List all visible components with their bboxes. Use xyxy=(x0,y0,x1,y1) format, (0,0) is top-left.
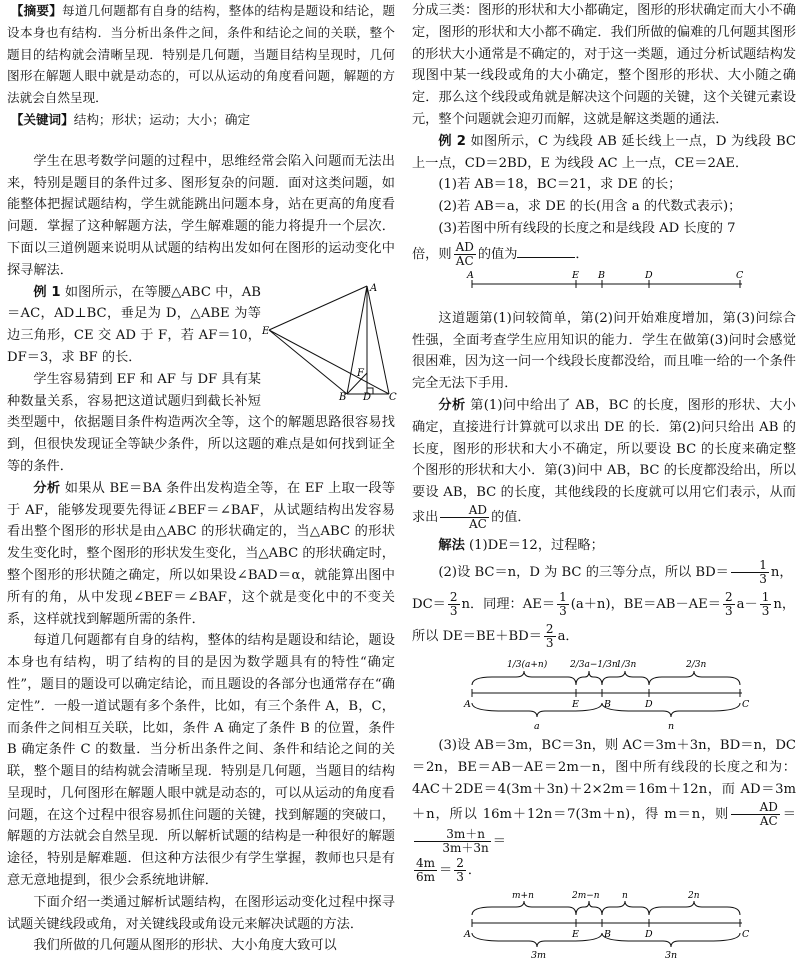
fraction-ad-ac: $\frac{AD}{AC}$ xyxy=(455,239,474,268)
seg1-label-C: C xyxy=(736,269,744,281)
keywords xyxy=(7,109,395,131)
fig2-top-3: 1/3n xyxy=(616,659,637,670)
triangle-figure xyxy=(262,282,397,403)
segment-figure-2 xyxy=(412,655,796,733)
svg-text:D: D xyxy=(645,698,653,710)
method-paragraph: 下面介绍一类通过解析试题结构，在图形运动变化过程中探寻试题关键线段或角，对关键线段或角设元来解决试题的方法． xyxy=(7,894,395,932)
svg-text:C: C xyxy=(742,698,750,710)
example-1-body: 如图所示，在等腰△ABC 中，AB＝AC，AD⊥BC，垂足为 D，△ABE 为等边三角形，CE 交 AD 于 F，若 AF＝10，DF＝3，求 BF 的长． xyxy=(7,284,261,365)
question-2: (2)若 AB＝a，求 DE 的长(用含 a 的代数式表示)； xyxy=(438,199,742,215)
fig2-top-2: 2/3a−1/3n xyxy=(570,659,618,670)
analysis-1-text: 如果从 BE＝BA 条件出发构造全等，在 EF 上取一段等于 AF，能够发现要先得证∠BEF＝∠BAF，从试题结构出发容易看出整个图形的形状是由△ABC 的形状确定的，当△ABC 的形状发生变化时，整个图形的形状发生变化，当△ABC 的形状确定时，整个图形的形状随之确定，所以如果设∠BAD＝α，就能算出图中所有的角，从中发现∠BEF＝∠BAF，这个就是变化中的不变关系，这样就找到解题所需的条件． xyxy=(7,480,396,627)
example-1-discussion: 学生容易猜到 EF 和 AF 与 DF 具有某种数量关系，容易把这道试题归到截长补短类型题中，依据题目条件构造两次全等，这个的解题思路很容易找到，但很快发现证全等缺少条件，所以这题的难点是如何找到证全等的条件． xyxy=(7,371,395,474)
example-1 xyxy=(7,282,395,478)
fig3-top-1: m+n xyxy=(512,890,534,901)
analysis-1-label: 分析 xyxy=(33,480,61,496)
solution-label: 解法 xyxy=(438,537,465,553)
point-label-A: A xyxy=(370,282,378,294)
fig3-top-4: 2n xyxy=(688,890,700,901)
example-2-text: 如图所示，C 为线段 AB 延长线上一点，D 为线段 BC 上一点，CD＝2BD，E 为线段 AC 上一点，CE＝2AE． xyxy=(412,133,796,171)
fig2-bottom-a: a xyxy=(534,720,540,732)
point-label-E: E xyxy=(262,325,270,337)
segment-figure-3 xyxy=(412,889,796,961)
svg-text:A: A xyxy=(464,928,471,940)
analysis-1 xyxy=(7,478,395,631)
seg1-label-A: A xyxy=(467,269,474,281)
question-3-continued: 倍，则 $\frac{AD}{AC}$ 的值为 ． xyxy=(412,239,589,268)
svg-text:A: A xyxy=(464,698,471,710)
solution-1: 解法 (1)DE＝12，过程略； xyxy=(438,537,604,553)
seg1-label-B: B xyxy=(598,269,605,281)
point-label-B: B xyxy=(339,391,347,403)
structure-paragraph: 每道几何题都有自身的结构，整体的结构是题设和结论，题设本身也有结构，明了结构的目的是因为数学题具有的特性“确定性”，题目的题设可以确定结论，而且题设的各部分也通常存在“确定性”．一般一道试题有多个条件，比如，有三个条件 A，B，C，而条件之间相互关联，比如，条件 A 确定了条件 B 的位置，条件 B 确定条件 C 的数量．当分析出条件之间、条件和结论之间的关联，整个题目的结构就会清晰呈现．特别是几何题，当题目的结构呈现时，几何图形在解题人眼中就是动态的，可以从运动的角度看问题，在这个过程中很容易抓住问题的关键，找到解题的突破口，解题的方法就会自然呈现．所以解析试题的结构是一种很好的解题途径，特别是解难题．但这种方法很少有学生掌握，教师也只是有意无意地提到，很少会系统地讲解． xyxy=(7,633,395,889)
svg-text:E: E xyxy=(572,698,579,710)
example-2-label: 例 2 xyxy=(438,133,466,149)
analysis-2-text: 第(1)问中给出了 AB，BC 的长度，图形的形状、大小确定，直接进行计算就可以求出 DE 的长．第(2)问只给出 AB 的长度，图形的形状和大小不确定，所以要设 BC 的长度来确定整个图形的形状和大小．第(3)问中 AB，BC 的长度都没给出，所以要设 AB，BC 的长度，其他线段的长度就可以用它们表示，从而求出 xyxy=(412,397,796,525)
seg1-label-D: D xyxy=(645,269,653,281)
fig3-bottom-3m: 3m xyxy=(531,949,547,961)
analysis-2: 分析 第(1)问中给出了 AB，BC 的长度，图形的形状、大小确定，直接进行计算就可以求出 DE 的长．第(2)问只给出 AB 的长度，图形的形状和大小不确定，所以要设 BC 的长度来确定整个图形的形状和大小．第(3)问中 AB，BC 的长度都没给出，所以要设 AB，BC 的长度，其他线段的长度就可以用它们表示，从而求出 $\frac{AD}{AC}$ 的值． xyxy=(412,397,796,531)
question-1: (1)若 AB＝18，BC＝21，求 DE 的长； xyxy=(438,177,682,193)
abstract-text: 每道几何题都有自身的结构，整体的结构是题设和结论，题设本身也有结构．当分析出条件之间，条件和结论之间的关联，整个题目的结构就会清晰呈现．特别是几何题，当题目结构呈现时，几何图形在解题人眼中就是动态的，可以从运动的角度看问题，解题的方法就会自然呈现． xyxy=(7,3,396,106)
seg1-label-E: E xyxy=(572,269,579,281)
example-2-discussion: 这道题第(1)问较简单，第(2)问开始难度增加，第(3)问综合性强，全面考查学生应用知识的能力．学生在做第(3)问时会感觉很困难，因为这一问一个线段长度都没给，而且唯一给的一个条件完全无法下手用． xyxy=(412,310,796,392)
keywords-text: 结构；形状；运动；大小；确定 xyxy=(73,111,251,127)
svg-text:C: C xyxy=(742,928,750,940)
answer-blank xyxy=(517,243,575,258)
right-column xyxy=(412,0,796,963)
classification-paragraph: 我们所做的几何题从图形的形状、大小角度大致可以 xyxy=(33,938,337,954)
analysis-2-label: 分析 xyxy=(438,397,466,413)
solution-3: (3)设 AB＝3m，BC＝3n，则 AC＝3m＋3n，BD＝n，DC＝2n，BE＝AB－AE＝2m－n，图中所有线段的长度之和为：4AC＋2DE＝4(3m＋3n)＋2×2m＝16m＋12n，而 AD＝3m＋n，所以 16m＋12n＝7(3m＋n)，得 m＝n，则 $\frac{AD}{AC}$ ＝ $\frac{3m+n}{3m+3n}$ ＝ xyxy=(412,737,796,855)
fig3-bottom-3n: 3n xyxy=(665,949,678,961)
question-3: (3)若图中所有线段的长度之和是线段 AD 长度的 7 xyxy=(438,220,736,236)
classification-continued: 分成三类：图形的形状和大小都确定，图形的形状确定而大小不确定，图形的形状和大小都不确定．我们所做的偏难的几何题其图形的形状大小通常是不确定的，对于这一类题，通过分析试题结构发现图中某一线段或角的大小确定，整个图形的形状、大小随之确定．那么这个线段或角就是解决这个问题的关键，这个关键元素设元，整个问题就会迎刃而解，这就是解这类题的通法． xyxy=(412,3,796,127)
solution-2c: 所以 DE＝BE＋BD＝ $\frac{2}{3}$ a． xyxy=(412,621,579,650)
point-label-D: D xyxy=(363,391,372,403)
point-label-F: F xyxy=(357,367,364,379)
left-column xyxy=(7,0,395,957)
intro-paragraph: 学生在思考数学问题的过程中，思维经常会陷入问题而无法出来，特别是题目的条件过多、图形复杂的问题．面对这类问题，如能整体把握试题结构，学生就能跳出问题本身，站在更高的角度看问题．掌握了这种解题方法，学生解难题的能力将提升一个层次．下面以三道例题来说明从试题的结构出发如何在图形的运动变化中探寻解法． xyxy=(7,153,395,278)
segment-figure-1 xyxy=(412,269,796,306)
svg-text:E: E xyxy=(572,928,579,940)
fig2-top-1: 1/3(a+n) xyxy=(507,659,548,670)
solution-2a: (2)设 BC＝n，D 为 BC 的三等分点，所以 BD＝ $\frac{1}{3}$ n， xyxy=(438,557,793,586)
fig3-top-2: 2m−n xyxy=(572,890,600,901)
example-1-label: 例 1 xyxy=(33,284,61,300)
keywords-label: 【关键词】 xyxy=(10,111,74,127)
svg-text:B: B xyxy=(604,928,611,940)
svg-text:D: D xyxy=(645,928,653,940)
abstract-label: 【摘要】 xyxy=(10,3,63,18)
abstract xyxy=(7,0,395,109)
fig2-bottom-n: n xyxy=(668,720,675,732)
analysis-fraction: $\frac{AD}{AC}$ xyxy=(440,504,489,531)
solution-2b: DC＝ $\frac{2}{3}$ n．同理：AE＝ $\frac{1}{3}$ (a＋n)，BE＝AB－AE＝ $\frac{2}{3}$ a－ $\frac{1}{3}$ n， xyxy=(412,589,796,618)
solution-3-result: $\frac{4m}{6m}$ ＝ $\frac{2}{3}$ ． xyxy=(416,855,482,884)
svg-text:B: B xyxy=(604,698,611,710)
fig3-top-3: n xyxy=(622,890,628,901)
point-label-C: C xyxy=(389,391,397,403)
fig2-top-4: 2/3n xyxy=(686,659,707,670)
example-2 xyxy=(412,131,796,175)
